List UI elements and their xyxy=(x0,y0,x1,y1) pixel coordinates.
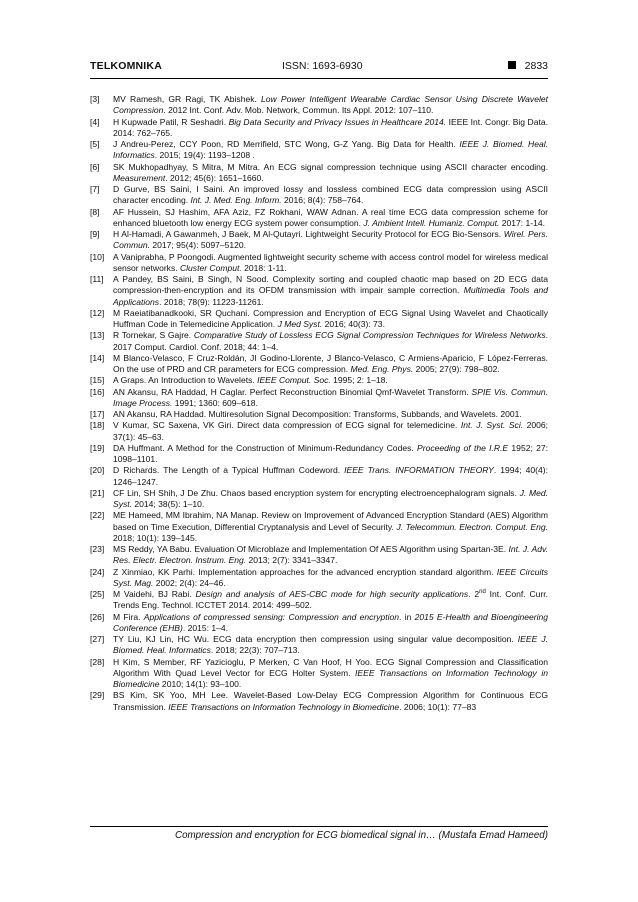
reference-text: Z Xinmiao, KK Parhi. Implementation approaches for the advanced encryption standard algorithm. xyxy=(113,566,497,577)
reference-number: [3] xyxy=(90,94,100,104)
reference-number: [20] xyxy=(90,465,105,476)
reference-source-italic: 2015 E-Health and Bioengineering Conference (EHB) xyxy=(113,611,548,633)
reference-text: A Vaniprabha, P Poongodi. Augmented lightweight security scheme with access control model for wireless medical sensor networks. xyxy=(113,251,548,273)
reference-text: . in xyxy=(399,611,415,622)
reference-number: [14] xyxy=(90,352,105,363)
reference-text: . 2018; 22(3): 707–713. xyxy=(210,645,300,656)
reference-item xyxy=(90,184,548,207)
reference-source-italic: IEEE Circuits Syst. Mag. xyxy=(113,566,548,588)
reference-item xyxy=(90,375,548,386)
reference-text: BS Kim, SK Yoo, MH Lee. Wavelet-Based Low-Delay ECG Compression Algorithm for Continuous ECG Transmission. xyxy=(113,690,548,712)
reference-text: 2013; 2(7): 3341–3347. xyxy=(246,555,338,566)
reference-text: . 2018; 78(9): 11223-11261. xyxy=(159,296,264,307)
reference-number: [15] xyxy=(90,375,105,386)
reference-text: V Kumar, SC Saxena, VK Giri. Direct data compression of ECG signal for telemedicine. xyxy=(113,420,461,431)
reference-number: [23] xyxy=(90,544,105,554)
reference-source-italic: Proceeding of the I.R.E xyxy=(417,442,509,453)
page-number-value: 2833 xyxy=(524,60,548,72)
reference-source-italic: J. Ambient Intell. Humaniz. Comput. xyxy=(363,217,500,228)
reference-text: . 2006; 10(1): 77–83 xyxy=(399,701,477,712)
reference-text: 2017: 1-14. xyxy=(499,217,546,228)
reference-number: [11] xyxy=(90,274,104,284)
reference-item xyxy=(90,690,548,713)
reference-source-italic: J Med Syst. xyxy=(277,319,323,329)
reference-source-italic: Low Power Intelligent Wearable Cardiac Sensor Using Discrete Wavelet Compression xyxy=(113,94,548,116)
reference-number: [4] xyxy=(90,116,100,127)
reference-source-italic: SPIE Vis. Commun. Image Process. xyxy=(113,386,548,408)
reference-number: [6] xyxy=(90,161,100,172)
reference-item xyxy=(90,409,548,420)
reference-text: DA Huffmant. A Method for the Construction of Minimum-Redundancy Codes. xyxy=(113,442,418,453)
reference-text: . 2015: 1–4. xyxy=(182,622,228,633)
reference-text: AF Hussein, SJ Hashim, AFA Aziz, FZ Rokhani, WAW Adnan. A real time ECG data compression scheme for enhanced bluetooth low energy ECG system power consumption. xyxy=(113,206,548,228)
reference-item xyxy=(90,162,548,185)
reference-text: MS Reddy, YA Babu. Evaluation Of Microblaze and Implementation Of AES Algorithm using Spartan-3E. xyxy=(113,544,509,554)
reference-source-italic: Int. J. Adv. Res. Electr. Electron. Instrum. Eng. xyxy=(113,544,548,566)
reference-source-italic: J. Telecommun. Electron. Comput. Eng. xyxy=(396,521,548,532)
reference-number: [10] xyxy=(90,251,105,262)
reference-source-italic: Int. J. Med. Eng. Inform. xyxy=(190,195,282,206)
reference-number: [28] xyxy=(90,656,105,667)
reference-text: . 1994; 40(4): 1246–1247. xyxy=(113,465,548,487)
reference-item xyxy=(90,229,548,252)
reference-source-italic: Wirel. Pers. Commun. xyxy=(113,229,548,251)
reference-number: [18] xyxy=(90,420,105,431)
reference-text: TY Liu, KJ Lin, HC Wu. ECG data encryption then compression using singular value decomposition. xyxy=(113,634,518,644)
reference-item xyxy=(90,544,548,567)
reference-text: . 2 xyxy=(468,589,480,599)
reference-source-italic: Design and analysis of AES-CBC mode for high security applications xyxy=(195,589,469,599)
reference-text: D Richards. The Length of a Typical Huffman Codeword. xyxy=(113,465,345,476)
reference-item xyxy=(90,634,548,657)
reference-item xyxy=(90,308,548,331)
reference-item xyxy=(90,330,548,353)
reference-item xyxy=(90,252,548,275)
reference-number: [12] xyxy=(90,307,105,318)
reference-text: . 2012 Int. Conf. Adv. Mob. Network, Commun. Its Appl. 2012: 107–110. xyxy=(163,105,434,116)
reference-item xyxy=(90,612,548,635)
reference-text: Int. Conf. Curr. Trends Eng. Technol. ICCTET 2014. 2014: 499–502. xyxy=(113,589,548,611)
reference-item xyxy=(90,443,548,466)
reference-source-italic: Applications of compressed sensing: Compression and encryption xyxy=(143,611,400,622)
reference-number: [19] xyxy=(90,442,105,453)
reference-text: SK Mukhopadhyay, S Mitra, M Mitra. An ECG signal compression technique using ASCII character encoding. xyxy=(113,161,548,172)
reference-text: A Graps. An Introduction to Wavelets. xyxy=(113,375,258,386)
reference-item xyxy=(90,139,548,162)
reference-text: M Vaidehi, BJ Rabi. xyxy=(113,589,196,599)
reference-text: . 2012; 45(6): 1651–1660. xyxy=(165,172,264,183)
reference-text: CF Lin, SH Shih, J De Zhu. Chaos based encryption system for encrypting electroencephalogram signals. xyxy=(113,487,520,498)
square-bullet-icon xyxy=(508,61,516,69)
journal-name: TELKOMNIKA xyxy=(90,60,162,72)
reference-number: [27] xyxy=(90,634,105,644)
reference-number: [8] xyxy=(90,206,100,217)
reference-item xyxy=(90,488,548,511)
reference-number: [17] xyxy=(90,409,105,419)
reference-number: [26] xyxy=(90,611,105,622)
reference-text: 2018: 1-11. xyxy=(241,262,287,273)
reference-source-italic: J. Med. Syst. xyxy=(113,487,548,509)
issn-number: ISSN: 1693-6930 xyxy=(282,60,363,72)
reference-text: H Kim, S Member, RF Yazicioglu, P Merken, C Van Hoof, H Yoo. ECG Signal Compression and Classification Algorithm With Quad Level Vector for ECG Holter System. xyxy=(113,656,548,678)
reference-text: M Blanco-Velasco, F Cruz-Roldán, JI Godino-Llorente, J Blanco-Velasco, C Armiens-Aparicio, F López-Ferreras. On the use of PRD and CR parameters for ECG compression. xyxy=(113,352,548,374)
reference-text: J Andreu-Perez, CCY Poon, RD Merrifield, STC Wong, G-Z Yang. Big Data for Health. xyxy=(113,139,460,149)
reference-text: 2016; 40(3): 73. xyxy=(322,319,385,329)
reference-source-italic: Measurement xyxy=(113,172,166,183)
reference-text: 2010; 14(1): 93–100. xyxy=(159,679,242,689)
reference-text: H Kupwade Patil, R Seshadri. xyxy=(113,116,229,127)
reference-source-italic: IEEE Transactions on Information Technology in Biomedicine xyxy=(113,667,548,689)
reference-number: [25] xyxy=(90,589,105,599)
reference-text: D Gurve, BS Saini, I Saini. An improved lossy and lossless combined ECG data compression using ASCII character encoding. xyxy=(113,184,548,206)
reference-item xyxy=(90,94,548,117)
reference-number: [21] xyxy=(90,487,105,498)
reference-text: 2006; 37(1): 45–63. xyxy=(113,420,548,442)
reference-source-italic: IEEE Comput. Soc. xyxy=(257,375,331,386)
reference-text: nd xyxy=(479,589,486,596)
reference-source-italic: IEEE Transactions on Information Technology in Biomedicine xyxy=(168,701,400,712)
reference-text: 1952; 27: 1098–1101. xyxy=(113,442,548,464)
reference-text: 1991; 1360: 609–618. xyxy=(172,397,258,408)
reference-text: 2005; 27(9): 798–802. xyxy=(413,364,500,374)
reference-source-italic: Multimedia Tools and Applications xyxy=(113,285,549,307)
reference-number: [9] xyxy=(90,229,100,239)
reference-text: 2018; 10(1): 139–145. xyxy=(113,532,198,543)
page-header xyxy=(90,56,548,79)
reference-item xyxy=(90,387,548,410)
reference-item xyxy=(90,117,548,140)
reference-source-italic: IEEE Trans. INFORMATION THEORY xyxy=(344,465,494,476)
reference-text: R Tornekar, S Gajre. xyxy=(113,330,194,341)
reference-number: [24] xyxy=(90,566,105,577)
reference-text: AN Akansu, RA Haddad, H Caglar. Perfect Reconstruction Binomial Qmf-Wavelet Transform. xyxy=(113,386,472,397)
reference-item xyxy=(90,657,548,691)
reference-text: M Fira. xyxy=(113,611,144,622)
reference-item xyxy=(90,567,548,590)
page-footer: Compression and encryption for ECG biomedical signal in… (Mustafa Emad Hameed) xyxy=(90,826,548,841)
reference-text: 1995; 2: 1–18. xyxy=(330,375,388,386)
reference-text: . 2015; 19(4): 1193–1208 . xyxy=(154,150,255,161)
reference-text: AN Akansu, RA Haddad. Multiresolution Signal Decomposition: Transforms, Subbands, and Wavelets. 2001. xyxy=(113,409,522,419)
reference-source-italic: Comparative Study of Lossless ECG Signal Compression Techniques for Wireless Networks xyxy=(193,330,546,341)
reference-text: 2017; 95(4): 5097–5120. xyxy=(150,240,247,251)
reference-source-italic: Med. Eng. Phys. xyxy=(350,364,414,374)
reference-source-italic: IEEE J. Biomed. Heal. Informatics xyxy=(113,634,548,656)
reference-item xyxy=(90,353,548,376)
reference-text: MV Ramesh, GR Ragi, TK Abishek. xyxy=(113,94,262,104)
page-number xyxy=(508,60,548,72)
reference-source-italic: Cluster Comput. xyxy=(179,262,242,273)
reference-number: [29] xyxy=(90,690,105,701)
reference-text: ME Hameed, MM Ibrahim, NA Manap. Review on Improvement of Advanced Encryption Standard (AES) Algorithm based on Time Execution, Differential Cryptanalysis and Level of Security. xyxy=(113,510,548,532)
reference-number: [5] xyxy=(90,139,100,149)
reference-number: [7] xyxy=(90,184,100,194)
reference-text: 2002; 2(4): 24–46. xyxy=(153,577,226,588)
reference-source-italic: IEEE J. Biomed. Heal. Informatics xyxy=(113,139,548,161)
reference-text: A Pandey, BS Saini, B Singh, N Sood. Complexity sorting and coupled chaotic map based on 2D ECG data compression-then-encryption and its OFDM transmission with impair sample correction. xyxy=(113,274,548,296)
reference-item xyxy=(90,465,548,488)
reference-text: IEEE Int. Congr. Big Data. 2014: 762–765. xyxy=(113,116,548,138)
reference-item xyxy=(90,420,548,443)
reference-source-italic: Int. J. Syst. Sci. xyxy=(460,420,524,431)
reference-text: M Raeiatibanadkooki, SR Quchani. Compression and Encryption of ECG Signal Using Wavelet and Chaotically Huffman Code in Telemedicine Application. xyxy=(113,307,548,329)
reference-number: [22] xyxy=(90,510,105,521)
reference-text: 2014; 38(5): 1–10. xyxy=(132,499,205,509)
reference-source-italic: Big Data Security and Privacy Issues in Healthcare 2014. xyxy=(228,116,447,127)
reference-list xyxy=(90,94,548,713)
reference-number: [16] xyxy=(90,386,105,397)
reference-item xyxy=(90,589,548,612)
reference-text: 2016; 8(4): 758–764. xyxy=(281,195,364,206)
reference-text: . 2017 Comput. Cardiol. Conf. 2018; 44: 1–4. xyxy=(113,330,548,352)
reference-item xyxy=(90,274,548,308)
reference-item xyxy=(90,207,548,230)
reference-text: H Al-Hamadi, A Gawanmeh, J Baek, M Al-Qutayri. Lightweight Security Protocol for ECG Bio-Sensors. xyxy=(113,229,504,239)
reference-number: [13] xyxy=(90,330,105,341)
reference-item xyxy=(90,510,548,544)
